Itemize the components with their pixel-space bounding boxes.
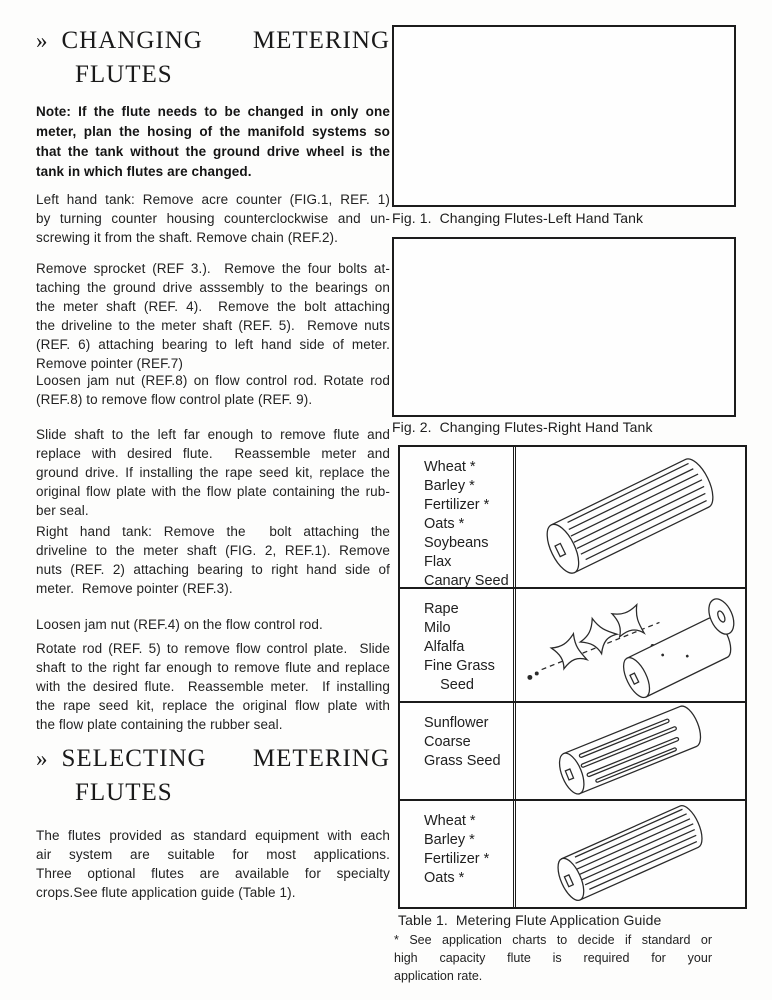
- body-paragraph-right-hand-tank: [36, 522, 390, 598]
- star-wheel: [574, 613, 621, 659]
- text-line: Rape: [424, 601, 459, 617]
- flute-application-table: [398, 445, 747, 909]
- text-line: air system are suitable for most applications.: [36, 847, 390, 862]
- note-paragraph: [36, 102, 390, 182]
- body-paragraph-left-hand-tank: [36, 190, 390, 247]
- star-wheel: [604, 597, 653, 646]
- text-line: Wheat *: [424, 813, 476, 829]
- text-line: Remove sprocket (REF 3.). Remove the four bolts at-: [36, 261, 390, 276]
- text-line: Wheat *: [424, 459, 476, 475]
- text-line: Grass Seed: [424, 753, 501, 769]
- illustration-cell: [516, 703, 745, 799]
- heading-selecting-metering-flutes: [36, 742, 390, 810]
- text-line: meter. Remove pointer (REF.3).: [36, 581, 233, 596]
- crops-cell: [400, 801, 516, 907]
- text-line: the meter shaft (REF. 4). Remove the bolt attaching: [36, 299, 390, 314]
- text-line: the rape seed kit, replace the original flow plate with: [36, 698, 390, 713]
- body-paragraph-loosen-jam-nut-8: [36, 371, 390, 409]
- table-caption: Table 1. Metering Flute Application Guide: [398, 912, 662, 928]
- text-line: Alfalfa: [424, 639, 465, 655]
- text-line: crops.See flute application guide (Table 1).: [36, 885, 296, 900]
- text-line: Oats *: [424, 870, 465, 886]
- text-line: The flutes provided as standard equipment with each: [36, 828, 390, 843]
- figure-2-caption: Fig. 2. Changing Flutes-Right Hand Tank: [392, 419, 653, 435]
- heading-line-1: [36, 742, 390, 776]
- text-line: that the tank without the ground drive wheel is the: [36, 144, 390, 159]
- bolt-dot: [527, 675, 532, 680]
- text-line: * See application charts to decide if standard or: [394, 933, 712, 947]
- text-line: (REF. 6) attaching bearing to left hand side of meter.: [36, 337, 390, 352]
- crops-cell: [400, 447, 516, 587]
- text-line: Fertilizer *: [424, 851, 490, 867]
- text-line: (REF.8) to remove flow control plate (REF. 9).: [36, 392, 313, 407]
- text-line: Coarse: [424, 734, 471, 750]
- text-line: Canary Seed: [424, 573, 509, 589]
- text-line: Left hand tank: Remove acre counter (FIG.1, REF. 1): [36, 192, 390, 207]
- text-line: Three optional flutes are available for specialty: [36, 866, 390, 881]
- crops-cell: [400, 703, 516, 799]
- chevron-marker-icon: »: [36, 746, 49, 771]
- figure-1-image-box: [392, 25, 736, 207]
- text-line: the flow plate containing the rubber seal.: [36, 717, 283, 732]
- text-line: shaft to the right far enough to remove flute and replace: [36, 660, 390, 675]
- heading-line-2: FLUTES: [75, 779, 173, 806]
- standard-fluted-roller-illustration: [520, 449, 742, 585]
- text-line: Barley *: [424, 478, 475, 494]
- heading-word: METERING: [252, 745, 390, 772]
- text-line: high capacity flute is required for your: [394, 951, 712, 965]
- illustration-cell: [516, 801, 745, 907]
- illustration-cell: [516, 589, 745, 701]
- table-row: [400, 587, 745, 701]
- text-line: tank in which flutes are changed.: [36, 164, 252, 179]
- body-paragraph-remove-sprocket: [36, 259, 390, 373]
- text-line: Milo: [424, 620, 451, 636]
- text-line: by turning counter housing counterclockwise and un-: [36, 211, 390, 226]
- text-line: ground drive. If installing the rape seed kit, replace the: [36, 465, 390, 480]
- text-line: Note: If the flute needs to be changed in only one: [36, 104, 390, 119]
- chevron-marker-icon: »: [36, 28, 49, 53]
- text-line: Barley *: [424, 832, 475, 848]
- text-line: Seed: [424, 677, 474, 693]
- text-line: nuts (REF. 2) attaching bearing to right hand side of: [36, 562, 390, 577]
- text-line: original flow plate with the flow plate containing the rub-: [36, 484, 390, 499]
- table-footnote: [394, 931, 712, 985]
- text-line: Flax: [424, 554, 452, 570]
- text-line: Oats *: [424, 516, 465, 532]
- bolt-dot: [534, 672, 538, 676]
- roller-body: [563, 705, 705, 794]
- body-paragraph-rotate-rod: [36, 639, 390, 734]
- text-line: Right hand tank: Remove the bolt attaching the: [36, 524, 390, 539]
- rape-seed-kit-exploded-illustration: [520, 591, 742, 699]
- text-line: replace with desired flute. Reassemble meter and: [36, 446, 390, 461]
- body-paragraph-loosen-jam-nut-4: [36, 615, 390, 634]
- text-line: Loosen jam nut (REF.4) on the flow control rod.: [36, 617, 323, 632]
- text-line: Rotate rod (REF. 5) to remove flow control plate. Slide: [36, 641, 390, 656]
- text-line: taching the ground drive asssembly to the bearings on: [36, 280, 390, 295]
- coarse-grass-roller-illustration: [520, 705, 742, 797]
- table-row: [400, 799, 745, 907]
- text-line: Remove pointer (REF.7): [36, 356, 184, 371]
- star-wheel: [547, 630, 591, 673]
- text-line: meter, plan the hosing of the manifold systems so: [36, 124, 390, 139]
- heading-word: SELECTING: [61, 745, 207, 772]
- text-line: ber seal.: [36, 503, 89, 518]
- heading-word: CHANGING: [61, 27, 203, 54]
- text-line: screwing it from the shaft. Remove chain (REF.2).: [36, 230, 339, 245]
- table-row: [400, 447, 745, 587]
- text-line: the driveline to the meter shaft (REF. 5). Remove nuts: [36, 318, 390, 333]
- figure-1-caption: Fig. 1. Changing Flutes-Left Hand Tank: [392, 210, 644, 226]
- text-line: driveline to the meter shaft (FIG. 2, REF.1). Remove: [36, 543, 390, 558]
- text-line: Sunflower: [424, 715, 489, 731]
- table-row: [400, 701, 745, 799]
- crops-cell: [400, 589, 516, 701]
- text-line: with the desired flute. Reassemble meter. If installing: [36, 679, 390, 694]
- figure-2-image-box: [392, 237, 736, 417]
- text-line: Fine Grass: [424, 658, 495, 674]
- heading-changing-metering-flutes: [36, 24, 390, 92]
- text-line: Fertilizer *: [424, 497, 490, 513]
- text-line: Loosen jam nut (REF.8) on flow control rod. Rotate rod: [36, 373, 390, 388]
- heading-line-1: [36, 24, 390, 58]
- text-line: Soybeans: [424, 535, 489, 551]
- heading-line-2: FLUTES: [75, 61, 173, 88]
- text-line: application rate.: [394, 969, 483, 983]
- body-paragraph-slide-shaft-left: [36, 425, 390, 520]
- text-line: Slide shaft to the left far enough to remove flute and: [36, 427, 390, 442]
- heading-word: METERING: [252, 27, 390, 54]
- standard-fluted-roller-illustration: [520, 803, 742, 905]
- illustration-cell: [516, 447, 745, 587]
- body-paragraph-flutes-standard: [36, 826, 390, 902]
